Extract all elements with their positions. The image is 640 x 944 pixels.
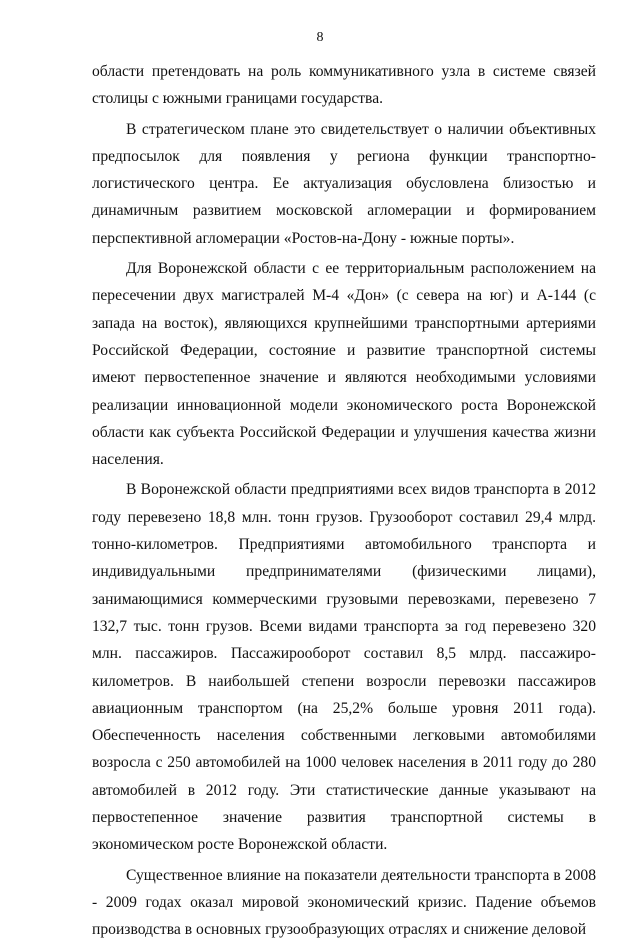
document-body (92, 58, 596, 944)
page-number: 8 (316, 30, 324, 45)
paragraph-economic-crisis: Существенное влияние на показатели деятельности транспорта в 2008 - 2009 годах оказал мировой экономический кризис. Падение объемов производства в основных грузообразующих отраслях и снижение деловой (92, 866, 596, 939)
paragraph-continuation: области претендовать на роль коммуникативного узла в системе связей столицы с южными границами государства. (92, 63, 596, 108)
paragraph-voronezh-location: Для Воронежской области с ее территориальным расположением на пересечении двух магистралей М-4 «Дон» (с севера на юг) и А-144 (с запада на восток), являющихся крупнейшими транспортными артериями Российской Федерации, состояние и развитие транспортной системы имеют первостепенное значение и являются необходимыми условиями реализации инновационной модели экономического роста Воронежской области как субъекта Российской Федерации и улучшения качества жизни населения. (92, 260, 596, 469)
paragraph-strategic-plan: В стратегическом плане это свидетельствует о наличии объективных предпосылок для появления у региона функции транспортно-логистического центра. Ее актуализация обусловлена близостью и динамичным развитием московской агломерации и формированием перспективной агломерации «Ростов-на-Дону - южные порты». (92, 120, 596, 247)
paragraph-transport-statistics: В Воронежской области предприятиями всех видов транспорта в 2012 году перевезено 18,8 млн. тонн грузов. Грузооборот составил 29,4 млрд. тонно-километров. Предприятиями автомобильного транспорта и индивидуальными предпринимателями (физическими лицами), занимающимися коммерческими грузовыми перевозками, перевезено 7 132,7 тыс. тонн грузов. Всеми видами транспорта за год перевезено 320 млн. пассажиров. Пассажирооборот составил 8,5 млрд. пассажиро-километров. В наибольшей степени возросли перевозки пассажиров авиационным транспортом (на 25,2% больше уровня 2011 года). Обеспеченность населения собственными легковыми автомобилями возросла с 250 автомобилей на 1000 человек населения в 2011 году до 280 автомобилей в 2012 году. Эти статистические данные указывают на первостепенное значение развития транспортной системы в экономическом росте Воронежской области. (92, 481, 596, 854)
